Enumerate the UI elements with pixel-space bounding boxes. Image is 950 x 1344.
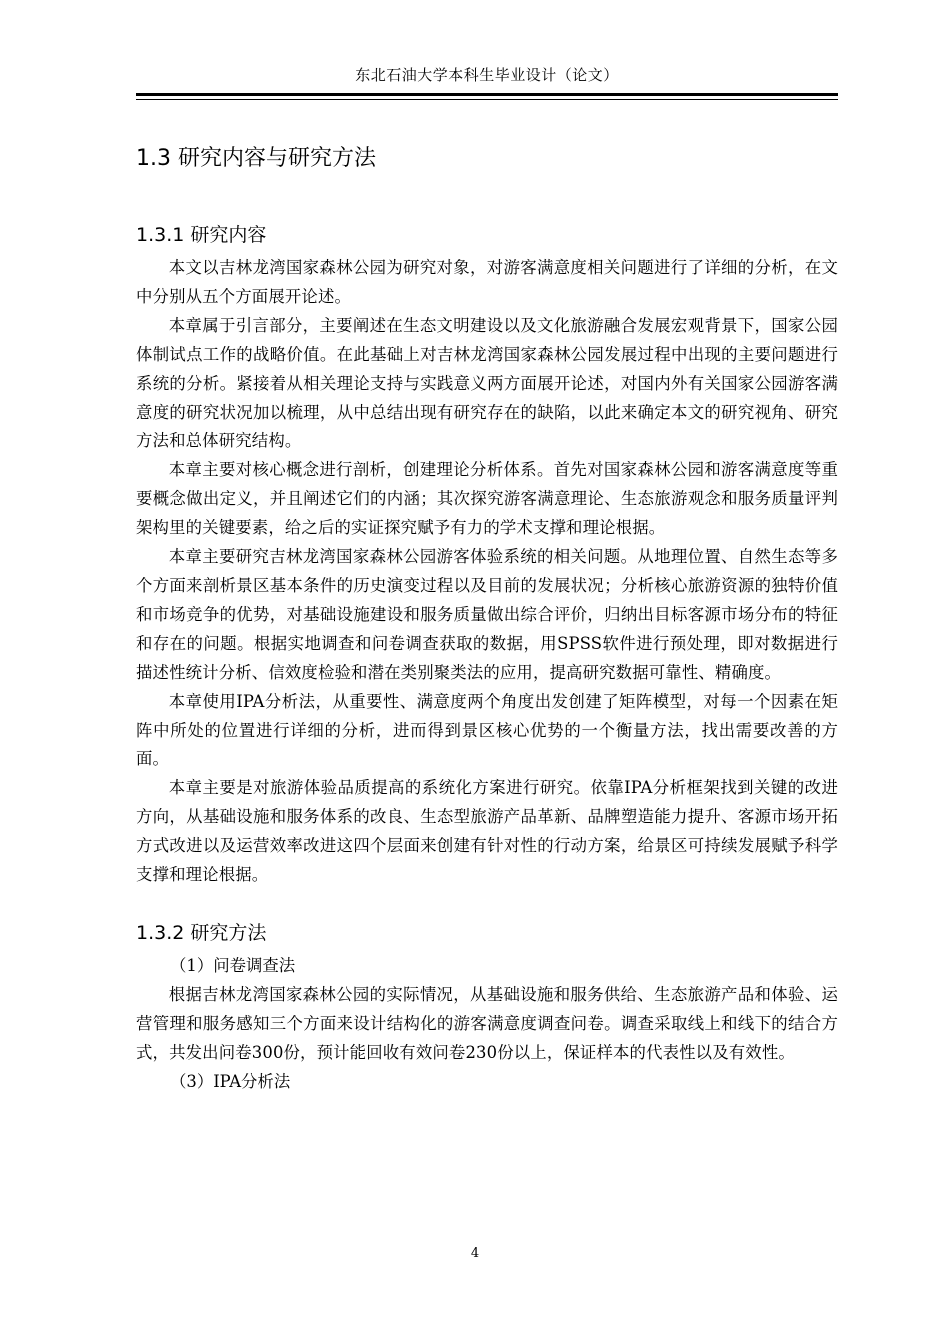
method-item-questionnaire: （1）问卷调查法 [170,955,296,975]
header-title: 东北石油大学本科生毕业设计（论文） [355,66,619,84]
page-body [136,142,838,1096]
method-item-ipa: （3）IPA分析法 [170,1071,291,1091]
body-paragraph: 本章使用IPA分析法，从重要性、满意度两个角度出发创建了矩阵模型，对每一个因素在矩阵中所处的位置进行详细的分析，进而得到景区核心优势的一个衡量方法，找出需要改善的方面。 [136,691,838,769]
body-paragraph: 根据吉林龙湾国家森林公园的实际情况，从基础设施和服务供给、生态旅游产品和体验、运营管理和服务感知三个方面来设计结构化的游客满意度调查问卷。调查采取线上和线下的结合方式，共发出问卷300份，预计能回收有效问卷230份以上，保证样本的代表性以及有效性。 [136,984,838,1062]
section-heading: 1.3 研究内容与研究方法 [136,146,376,171]
body-paragraph: 本章主要对核心概念进行剖析，创建理论分析体系。首先对国家森林公园和游客满意度等重要概念做出定义，并且阐述它们的内涵；其次探究游客满意理论、生态旅游观念和服务质量评判架构里的关键要素，给之后的实证探究赋予有力的学术支撑和理论根据。 [136,460,838,538]
subsection-heading-research-content: 1.3.1 研究内容 [136,224,267,246]
body-paragraph: 本章主要是对旅游体验品质提高的系统化方案进行研究。依靠IPA分析框架找到关键的改进方向，从基础设施和服务体系的改良、生态型旅游产品革新、品牌塑造能力提升、客源市场开拓方式改进以及运营效率改进这四个层面来创建有针对性的行动方案，给景区可持续发展赋予科学支撑和理论根据。 [136,778,838,885]
header-rule-thin [136,99,838,100]
header-rule-thick [136,93,838,96]
body-paragraph: 本文以吉林龙湾国家森林公园为研究对象，对游客满意度相关问题进行了详细的分析，在文中分别从五个方面展开论述。 [136,258,838,306]
subsection-heading-research-methods: 1.3.2 研究方法 [136,921,267,944]
page-number: 4 [470,1246,480,1261]
body-paragraph: 本章属于引言部分，主要阐述在生态文明建设以及文化旅游融合发展宏观背景下，国家公园体制试点工作的战略价值。在此基础上对吉林龙湾国家森林公园发展过程中出现的主要问题进行系统的分析。紧接着从相关理论支持与实践意义两方面展开论述，对国内外有关国家公园游客满意度的研究状况加以梳理，从中总结出现有研究存在的缺陷，以此来确定本文的研究视角、研究方法和总体研究结构。 [136,315,838,451]
body-paragraph: 本章主要研究吉林龙湾国家森林公园游客体验系统的相关问题。从地理位置、自然生态等多个方面来剖析景区基本条件的历史演变过程以及目前的发展状况；分析核心旅游资源的独特价值和市场竞争的优势，对基础设施建设和服务质量做出综合评价，归纳出目标客源市场分布的特征和存在的问题。根据实地调查和问卷调查获取的数据，用SPSS软件进行预处理，即对数据进行描述性统计分析、信效度检验和潜在类别聚类法的应用，提高研究数据可靠性、精确度。 [136,547,838,682]
